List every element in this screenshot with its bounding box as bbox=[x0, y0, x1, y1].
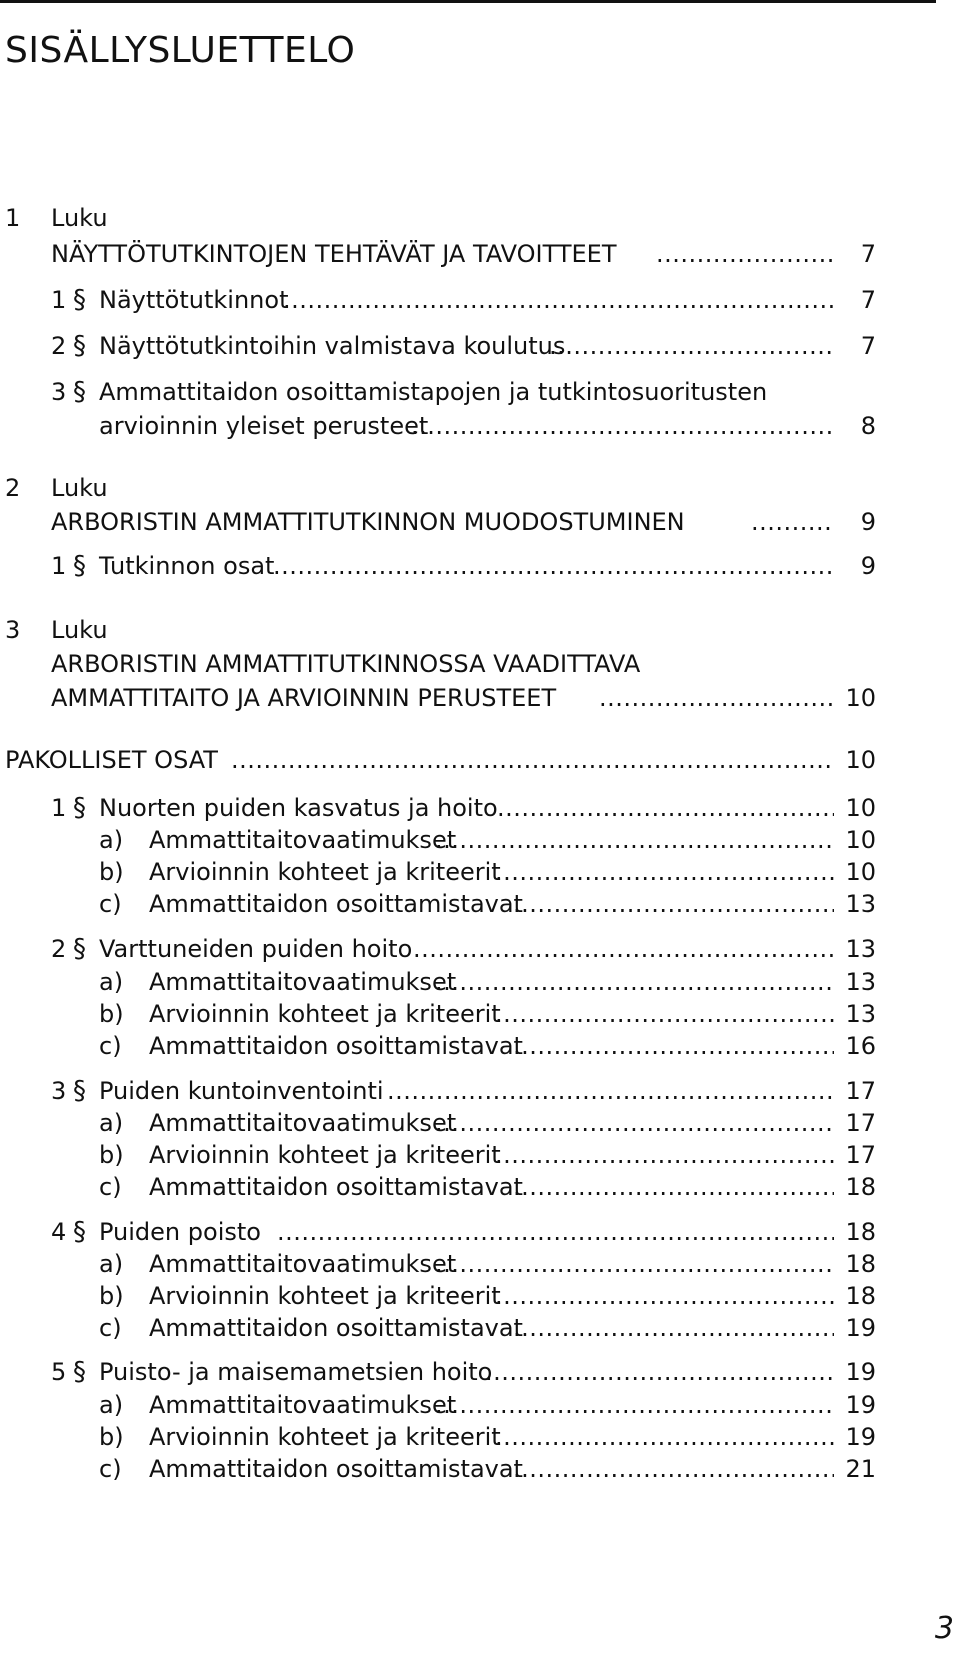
entry-page: 17 bbox=[845, 1141, 876, 1169]
entry-title: Puiden kuntoinventointi bbox=[99, 1077, 384, 1105]
dot-leader bbox=[495, 1000, 834, 1030]
toc-subentry[interactable] bbox=[99, 1423, 876, 1453]
entry-page: 13 bbox=[845, 1000, 876, 1028]
entry-title: ARBORISTIN AMMATTITUTKINNOSSA VAADITTAVA bbox=[51, 650, 641, 678]
dot-leader bbox=[495, 1282, 834, 1312]
dot-leader bbox=[435, 1391, 834, 1421]
entry-page: 18 bbox=[845, 1218, 876, 1246]
toc-entry[interactable] bbox=[51, 378, 876, 408]
chapter-label: Luku bbox=[51, 474, 108, 502]
toc-subentry[interactable] bbox=[99, 858, 876, 888]
dot-leader bbox=[513, 1173, 834, 1203]
toc-entry-continuation[interactable] bbox=[51, 684, 876, 714]
toc-entry-part[interactable] bbox=[51, 935, 876, 965]
toc-entry-pakolliset[interactable] bbox=[5, 746, 876, 776]
dot-leader bbox=[231, 746, 834, 776]
entry-title: Ammattitaitovaatimukset bbox=[149, 968, 457, 996]
section-sign: § bbox=[73, 1357, 86, 1387]
chapter-label: Luku bbox=[51, 204, 108, 232]
subentry-label: c) bbox=[99, 1173, 122, 1201]
entry-title: Näyttötutkinnot bbox=[99, 286, 289, 314]
chapter-number: 3 bbox=[5, 616, 21, 644]
subentry-label: b) bbox=[99, 1000, 124, 1028]
subentry-label: b) bbox=[99, 858, 124, 886]
entry-title: Puiden poisto bbox=[99, 1218, 261, 1246]
entry-page: 17 bbox=[845, 1077, 876, 1105]
entry-title: Nuorten puiden kasvatus ja hoito bbox=[99, 794, 498, 822]
dot-leader bbox=[435, 826, 834, 856]
entry-page: 10 bbox=[845, 794, 876, 822]
entry-page: 7 bbox=[860, 240, 876, 268]
dot-leader bbox=[513, 1032, 834, 1062]
entry-title: Ammattitaidon osoittamistapojen ja tutkintosuoritusten bbox=[99, 378, 768, 406]
top-rule bbox=[0, 0, 936, 3]
dot-leader bbox=[751, 508, 834, 538]
toc-entry-continuation[interactable] bbox=[99, 412, 876, 442]
entry-title: Ammattitaitovaatimukset bbox=[149, 1109, 457, 1137]
section-sign: § bbox=[73, 1217, 86, 1247]
dot-leader bbox=[549, 332, 834, 362]
entry-page: 13 bbox=[845, 935, 876, 963]
chapter-number: 2 bbox=[5, 474, 21, 502]
toc-entry-part[interactable] bbox=[51, 794, 876, 824]
toc-subentry[interactable] bbox=[99, 1250, 876, 1280]
section-sign: § bbox=[73, 331, 86, 361]
entry-title: Varttuneiden puiden hoito bbox=[99, 935, 413, 963]
entry-page: 18 bbox=[845, 1173, 876, 1201]
entry-page: 19 bbox=[845, 1423, 876, 1451]
chapter-number: 1 bbox=[5, 204, 21, 232]
toc-entry[interactable] bbox=[51, 552, 876, 582]
entry-page: 18 bbox=[845, 1250, 876, 1278]
toc-subentry[interactable] bbox=[99, 1391, 876, 1421]
toc-entry-chapter-3-title[interactable] bbox=[51, 650, 876, 680]
subentry-label: c) bbox=[99, 1032, 122, 1060]
entry-title: Arvioinnin kohteet ja kriteerit bbox=[149, 1000, 501, 1028]
entry-title: Ammattitaitovaatimukset bbox=[149, 826, 457, 854]
dot-leader bbox=[435, 968, 834, 998]
subentry-label: a) bbox=[99, 968, 124, 996]
toc-subentry[interactable] bbox=[99, 1109, 876, 1139]
entry-page: 21 bbox=[845, 1455, 876, 1483]
entry-title: Ammattitaidon osoittamistavat bbox=[149, 1455, 523, 1483]
dot-leader bbox=[513, 1314, 834, 1344]
entry-page: 9 bbox=[860, 508, 876, 536]
section-sign: § bbox=[73, 377, 86, 407]
entry-number: 4 bbox=[51, 1218, 67, 1246]
entry-page: 10 bbox=[845, 746, 876, 774]
toc-subentry[interactable] bbox=[99, 968, 876, 998]
toc-entry-chapter-2-title[interactable] bbox=[51, 508, 876, 538]
entry-page: 16 bbox=[845, 1032, 876, 1060]
entry-title: NÄYTTÖTUTKINTOJEN TEHTÄVÄT JA TAVOITTEET bbox=[51, 240, 617, 268]
dot-leader bbox=[387, 1077, 834, 1107]
entry-page: 17 bbox=[845, 1109, 876, 1137]
entry-number: 5 bbox=[51, 1358, 67, 1386]
dot-leader bbox=[435, 1250, 834, 1280]
toc-subentry[interactable] bbox=[99, 1173, 876, 1203]
subentry-label: b) bbox=[99, 1282, 124, 1310]
entry-page: 10 bbox=[845, 826, 876, 854]
entry-page: 13 bbox=[845, 890, 876, 918]
dot-leader bbox=[495, 1423, 834, 1453]
entry-title: Näyttötutkintoihin valmistava koulutus bbox=[99, 332, 566, 360]
entry-page: 19 bbox=[845, 1391, 876, 1419]
entry-title: Ammattitaitovaatimukset bbox=[149, 1391, 457, 1419]
entry-page: 19 bbox=[845, 1314, 876, 1342]
dot-leader bbox=[413, 935, 834, 965]
subentry-label: c) bbox=[99, 1455, 122, 1483]
dot-leader bbox=[495, 1141, 834, 1171]
dot-leader bbox=[273, 552, 834, 582]
section-sign: § bbox=[73, 1076, 86, 1106]
toc-subentry[interactable] bbox=[99, 1455, 876, 1485]
dot-leader bbox=[513, 1455, 834, 1485]
dot-leader bbox=[513, 890, 834, 920]
toc-subentry[interactable] bbox=[99, 1032, 876, 1062]
section-sign: § bbox=[73, 551, 86, 581]
entry-title: PAKOLLISET OSAT bbox=[5, 746, 218, 774]
entry-number: 3 bbox=[51, 378, 67, 406]
chapter-label: Luku bbox=[51, 616, 108, 644]
toc-entry-part[interactable] bbox=[51, 1218, 876, 1248]
entry-title: arvioinnin yleiset perusteet bbox=[99, 412, 429, 440]
subentry-label: a) bbox=[99, 1250, 124, 1278]
dot-leader bbox=[497, 794, 834, 824]
entry-page: 9 bbox=[860, 552, 876, 580]
dot-leader bbox=[435, 1109, 834, 1139]
entry-page: 18 bbox=[845, 1282, 876, 1310]
subentry-label: a) bbox=[99, 1391, 124, 1419]
dot-leader bbox=[283, 286, 834, 316]
toc-subentry[interactable] bbox=[99, 1141, 876, 1171]
toc-entry-chapter-1-title[interactable] bbox=[51, 240, 876, 270]
dot-leader bbox=[411, 412, 834, 442]
subentry-label: a) bbox=[99, 826, 124, 854]
toc-entry[interactable] bbox=[51, 332, 876, 362]
toc-subentry[interactable] bbox=[99, 1314, 876, 1344]
entry-number: 1 bbox=[51, 794, 67, 822]
entry-title: Arvioinnin kohteet ja kriteerit bbox=[149, 858, 501, 886]
entry-page: 10 bbox=[845, 684, 876, 712]
entry-title: AMMATTITAITO JA ARVIOINNIN PERUSTEET bbox=[51, 684, 557, 712]
entry-title: Ammattitaidon osoittamistavat bbox=[149, 1173, 523, 1201]
entry-page: 10 bbox=[845, 858, 876, 886]
toc-entry[interactable] bbox=[51, 286, 876, 316]
entry-title: Ammattitaitovaatimukset bbox=[149, 1250, 457, 1278]
entry-page: 19 bbox=[845, 1358, 876, 1386]
entry-title: Arvioinnin kohteet ja kriteerit bbox=[149, 1282, 501, 1310]
dot-leader bbox=[656, 240, 834, 270]
entry-title: Arvioinnin kohteet ja kriteerit bbox=[149, 1141, 501, 1169]
entry-title: Ammattitaidon osoittamistavat bbox=[149, 1032, 523, 1060]
dot-leader bbox=[485, 1358, 834, 1388]
entry-page: 13 bbox=[845, 968, 876, 996]
toc-subentry[interactable] bbox=[99, 826, 876, 856]
entry-number: 2 bbox=[51, 935, 67, 963]
subentry-label: b) bbox=[99, 1141, 124, 1169]
subentry-label: a) bbox=[99, 1109, 124, 1137]
toc-subentry[interactable] bbox=[99, 1282, 876, 1312]
subentry-label: c) bbox=[99, 890, 122, 918]
toc-entry-part[interactable] bbox=[51, 1358, 876, 1388]
dot-leader bbox=[277, 1218, 834, 1248]
entry-title: Ammattitaidon osoittamistavat bbox=[149, 890, 523, 918]
entry-page: 7 bbox=[860, 286, 876, 314]
entry-title: ARBORISTIN AMMATTITUTKINNON MUODOSTUMINEN bbox=[51, 508, 685, 536]
entry-number: 1 bbox=[51, 552, 67, 580]
section-sign: § bbox=[73, 793, 86, 823]
entry-title: Ammattitaidon osoittamistavat bbox=[149, 1314, 523, 1342]
entry-page: 7 bbox=[860, 332, 876, 360]
page-title: SISÄLLYSLUETTELO bbox=[5, 30, 356, 71]
entry-title: Tutkinnon osat bbox=[99, 552, 275, 580]
subentry-label: c) bbox=[99, 1314, 122, 1342]
toc-subentry[interactable] bbox=[99, 1000, 876, 1030]
subentry-label: b) bbox=[99, 1423, 124, 1451]
entry-page: 8 bbox=[860, 412, 876, 440]
dot-leader bbox=[599, 684, 834, 714]
section-sign: § bbox=[73, 934, 86, 964]
entry-number: 1 bbox=[51, 286, 67, 314]
toc-entry-part[interactable] bbox=[51, 1077, 876, 1107]
entry-title: Arvioinnin kohteet ja kriteerit bbox=[149, 1423, 501, 1451]
section-sign: § bbox=[73, 285, 86, 315]
page-number: 3 bbox=[934, 1611, 954, 1646]
entry-title: Puisto- ja maisemametsien hoito bbox=[99, 1358, 493, 1386]
dot-leader bbox=[495, 858, 834, 888]
entry-number: 2 bbox=[51, 332, 67, 360]
toc-subentry[interactable] bbox=[99, 890, 876, 920]
entry-number: 3 bbox=[51, 1077, 67, 1105]
